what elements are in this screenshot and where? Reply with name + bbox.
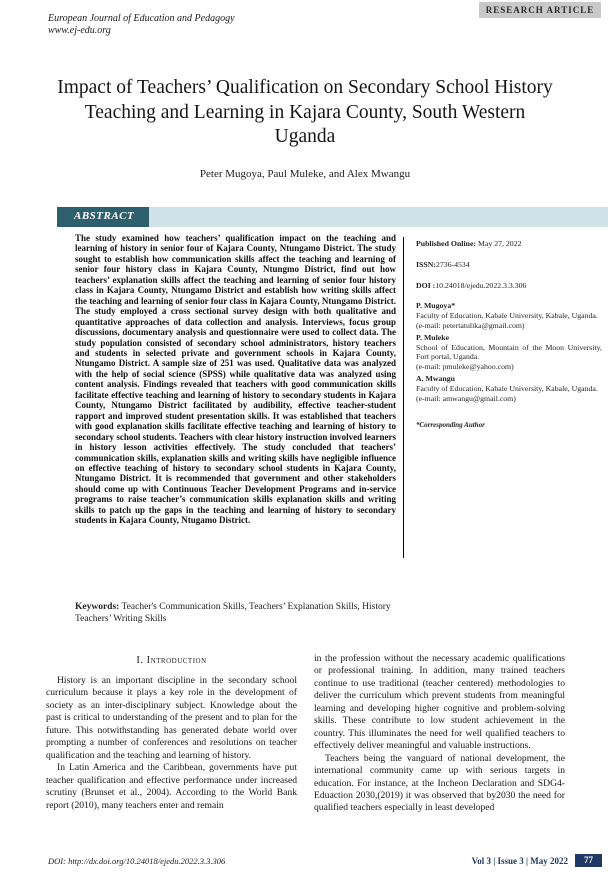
doi	[416, 281, 602, 291]
page-title: Impact of Teachers’ Qualification on Secondary School History Teaching and Learning in Kajara County, South Western Uganda	[57, 77, 553, 147]
footer-volume-issue: Vol 3 | Issue 3 | May 2022	[471, 855, 568, 866]
journal-name: European Journal of Education and Pedagogy	[48, 13, 235, 24]
published-online	[416, 239, 602, 249]
research-article-badge: RESEARCH ARTICLE	[479, 2, 601, 18]
intro-right-column	[314, 653, 565, 815]
intro-paragraph: Teachers being the vanguard of national development, the international community came up with serious targets in education. For instance, at the Incheon Declaration and SDG4-Eduaction 2030,(2019) it was observed that by2030 the need for qualified teachers especially in least developed	[314, 752, 565, 814]
author-affiliation-1	[416, 301, 602, 330]
doi-value: 10.24018/ejedu.2022.3.3.306	[435, 280, 527, 290]
issn-value: 2736-4534	[435, 259, 470, 269]
author-name: P. Mugoya*	[416, 301, 456, 311]
page-footer	[48, 854, 602, 867]
intro-paragraph: History is an important discipline in the secondary school curriculum because it plays a key role in the development of society as an inter-disciplinary subject. Knowledge about the past is critical to understanding of the present and to plan for the future. This notwithstanding has generated debate world over prompting a number of conferences and resolutions on teacher qualification and the teaching and learning of history.	[46, 675, 297, 761]
corresponding-author-note: *Corresponding Author	[416, 421, 485, 430]
issn-label: ISSN:	[416, 259, 436, 269]
keywords	[75, 601, 396, 625]
intro-left-column	[46, 655, 297, 812]
intro-paragraph: In Latin America and the Caribbean, governments have put teacher qualification and effective performance under increased scrutiny (Brunset et al., 2004). According to the World Bank report (2010), many teachers enter and remain	[46, 762, 297, 811]
footer-issue-info	[472, 854, 602, 867]
section-heading-introduction: I. Introduction	[136, 655, 207, 666]
journal-url: www.ej-edu.org	[48, 25, 111, 36]
authors-line: Peter Mugoya, Paul Muleke, and Alex Mwangu	[199, 168, 411, 180]
author-name: A. Mwangu	[416, 373, 455, 383]
article-meta-sidebar	[416, 239, 602, 431]
author-email: (e-mail: petertatulika@gmail.com)	[416, 320, 525, 330]
published-value: May 27, 2022	[476, 239, 522, 248]
journal-header	[48, 13, 235, 37]
author-affiliation: Faculty of Education, Kabale University, Kabale, Uganda.	[416, 383, 598, 393]
abstract-label: ABSTRACT	[57, 207, 149, 227]
abstract-body: The study examined how teachers’ qualification impact on the teaching and learning of history in senior four of Kajara County, Ntungamo District. The study sought to establish how communication skills affect the teaching and learning of senior four history class in Kajara County, Ntungmo District, find out how teachers’ explanation skills affect the teaching and learning of senior four history class in Kajara County, Ntungamo District and establish how writing skills affect the teaching and learning of senior four class in Kajara County, Ntungamo District. The study employed a cross sectional survey design with both qualitative and quantitative approaches of data collection and analysis. Interviews, focus group discussions, documentary analysis and questionnaire were used to collect data. The study population consisted of secondary school administrators, history teachers and students in selected private and government schools in Kajara County, Ntungamo District. A sample size of 251 was used. Qualitative data was analyzed with the help of social science (SPSS) while qualitative data was analyzed using content analysis. Findings revealed that teachers with good communication skills facilitate effective teaching and learning of history to secondary students in Kajara County, Ntungamo District facilitated by audibility, effective teacher-student rapport and improved student presentation skills. It was established that teachers with good explanation skills facilitate effective teaching and learning of history to secondary school students. Teachers with clear history instruction involved learners in history lesson activities effectively. The study concluded that teachers’ communication skills, explanation skills and writing skills have negligible influence on effective teaching of history to secondary school students in Kajara County, Ntungamo District. It is recommended that government and other stakeholders should come up with Continuous Teacher Development Programs and in-service programs to raise teacher’s communication skills explanation skills and writing skills to patch up the gaps in the teaching and learning of history to secondary students in Kajara County, Ntugamo District.	[75, 233, 396, 526]
author-email: (e-mail: pmuleke@yahoo.com)	[416, 362, 514, 372]
doi-label: DOI :	[416, 280, 436, 290]
intro-paragraph: in the profession without the necessary academic qualifications or professional training. In addition, many trained teachers continue to use traditional (teacher centered) methodologies to deliver the curriculum which prevent students from meaningful learning and developing higher cognitive and problem-solving skills. These contribute to low student achievement in the country. This illuminates the need for well qualified teachers to effectively deliver meaningful and valuable instructions.	[314, 653, 565, 752]
author-affiliation: School of Education, Mountain of the Moon University, Fort portal, Uganda.	[416, 342, 602, 362]
abstract-header-strip	[57, 207, 608, 227]
author-name: P. Muleke	[416, 332, 450, 342]
abstract-sidebar-divider	[403, 237, 404, 558]
author-affiliation-3	[416, 374, 602, 403]
author-affiliation-2	[416, 333, 602, 372]
issn	[416, 260, 602, 270]
keywords-label: Keywords:	[75, 602, 120, 612]
author-affiliation: Faculty of Education, Kabale University, Kabale, Uganda.	[416, 311, 598, 321]
published-label: Published Online:	[416, 239, 477, 248]
keywords-text: Teacher's Communication Skills, Teachers’ Explanation Skills, History Teachers’ Writing Skills	[75, 602, 391, 624]
author-email: (e-mail: amwangu@gmail.com)	[416, 393, 516, 403]
page-number-badge: 77	[575, 854, 602, 867]
footer-doi: DOI: http://dx.doi.org/10.24018/ejedu.2022.3.3.306	[48, 855, 226, 866]
